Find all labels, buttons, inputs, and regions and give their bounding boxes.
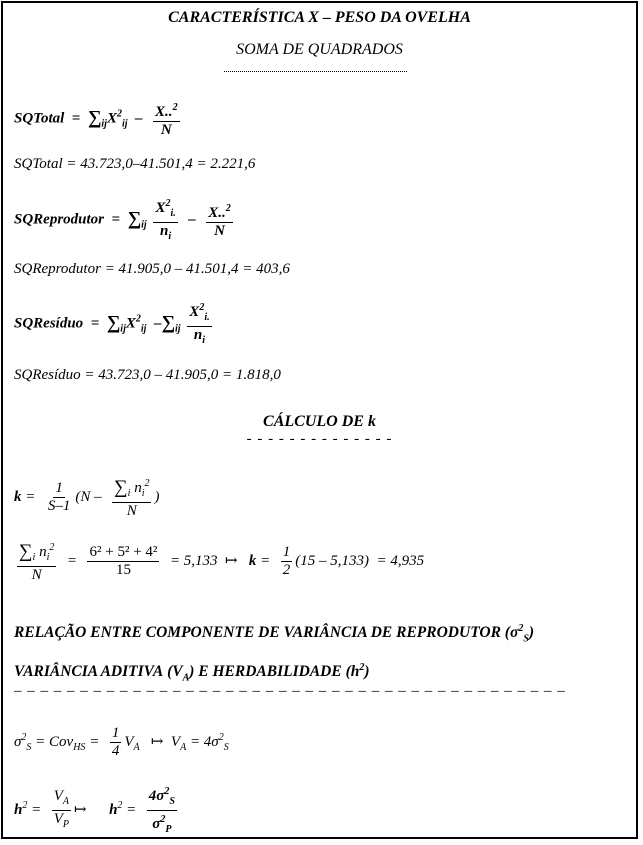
sqresiduo-calculation: SQResíduo = 43.723,0 – 41.905,0 = 1.818,0: [14, 367, 281, 383]
sum-result: 5,133: [183, 552, 218, 569]
section-heading-soma: SOMA DE QUADRADOS: [236, 41, 403, 58]
sum-numerator: 6² + 5² + 4²: [89, 544, 158, 560]
k-formula: k = $\frac{1}{S-1}$ (N – $\frac{\sum_i n_i^2}{N}$ ): [14, 477, 160, 519]
page-title: CARACTERÍSTICA X – PESO DA OVELHA: [168, 9, 471, 26]
section-heading-calculo-k: CÁLCULO DE k: [263, 413, 376, 430]
section-heading-variancia: VARIÂNCIA ADITIVA $(V_A)$ E HERDABILIDADE $(h^2)$: [14, 662, 370, 684]
heading-underline: [224, 71, 407, 72]
sqreprodutor-label: SQReprodutor: [14, 211, 105, 228]
heritability-formula: $h^2$ = $\frac{V_A}{V_P}$ ↦ $h^2$ = $\frac{4\sigma^2_S}{\sigma^2_P}$: [14, 783, 180, 838]
sqreprodutor-calculation: SQReprodutor = 41.905,0 – 41.501,4 = 403,6: [14, 261, 290, 277]
k-calculation: $\frac{\sum_i n_i^2}{N}$ = $\frac{\text{6² + 5² + 4²}}{15}$ = 5,133 ↦ k = $\frac{1}{2}$ (15 – 5,133) = 4,935: [19, 541, 425, 583]
k-paren: (15 – 5,133): [295, 552, 369, 569]
sqreprodutor-formula: SQReprodutor = $\sum_{ij}$ $\frac{X^2_{i.}}{n_i}$ – $\frac{X..^2}{N}$: [14, 195, 236, 245]
document-page: [1, 1, 638, 839]
k-result: 4,935: [390, 552, 425, 569]
heading-dashes-relacao: – – – – – – – – – – – – – – – – – – – – – – – – – – – – – – – – – – – – – – – – – –: [14, 683, 566, 699]
sqresiduo-label: SQResíduo: [14, 315, 84, 332]
sum-denominator: 15: [115, 562, 131, 578]
sqresiduo-formula: SQResíduo = $\sum_{ij}X^2_{ij}$ $-\sum_{ij}$ $\frac{X^2_{i.}}{n_i}$: [14, 299, 215, 349]
heading-dashes-k: - - - - - - - - - - - - - -: [246, 431, 393, 447]
sigma-formula: $\sigma^2_S = Cov_{HS}$ = $\frac{1}{4}$ $V_A$ ↦ $V_A = 4\sigma^2_S$: [14, 725, 229, 759]
section-heading-relacao: RELAÇÃO ENTRE COMPONENTE DE VARIÂNCIA DE REPRODUTOR $(\sigma^2_S)$: [14, 623, 535, 645]
sqtotal-calculation: SQTotal = 43.723,0–41.501,4 = 2.221,6: [14, 156, 256, 172]
sqtotal-formula: SQTotal = $\sum_{ij}X^2_{ij}$ – $\frac{X..^2}{N}$: [14, 99, 183, 139]
sqtotal-label: SQTotal: [14, 110, 65, 127]
